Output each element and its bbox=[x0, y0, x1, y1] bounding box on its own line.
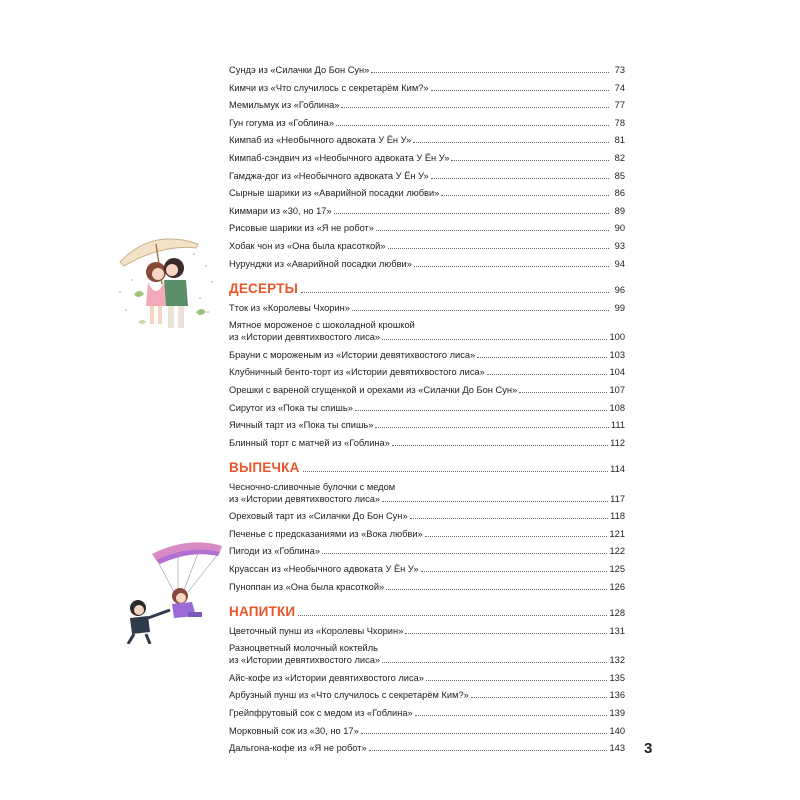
dot-leader bbox=[352, 310, 609, 311]
dot-leader bbox=[414, 266, 609, 267]
dot-leader bbox=[405, 633, 607, 634]
page-number: 3 bbox=[644, 740, 653, 757]
dot-leader bbox=[382, 662, 607, 663]
toc-entry-label: Яичный тарт из «Пока ты спишь» bbox=[229, 420, 374, 431]
toc-entry bbox=[229, 672, 625, 684]
dot-leader bbox=[388, 248, 609, 249]
toc-entry bbox=[229, 402, 625, 414]
toc-entry-label-line1: Чесночно-сливочные булочки с медом bbox=[229, 481, 396, 492]
dot-leader bbox=[415, 715, 608, 716]
toc-entry-page: 81 bbox=[614, 135, 625, 146]
toc-entry-label: Айс-кофе из «Истории девятихвостого лиса» bbox=[229, 672, 424, 683]
dot-leader bbox=[298, 615, 607, 616]
toc-entry bbox=[229, 170, 625, 182]
dot-leader bbox=[426, 680, 608, 681]
toc-entry bbox=[229, 545, 625, 557]
toc-entry-label: Блинный торт с матчей из «Гоблина» bbox=[229, 437, 390, 448]
toc-intro-list bbox=[229, 64, 625, 270]
toc-entry-page: 143 bbox=[609, 743, 625, 754]
toc-entry bbox=[229, 642, 625, 666]
toc-entry-label: Нурунджи из «Аварийной посадки любви» bbox=[229, 258, 412, 269]
toc-entry bbox=[229, 64, 625, 76]
dot-leader bbox=[410, 518, 609, 519]
dot-leader bbox=[421, 571, 608, 572]
dot-leader bbox=[336, 125, 609, 126]
dot-leader bbox=[425, 536, 608, 537]
toc-entry bbox=[229, 205, 625, 217]
toc-sections bbox=[229, 281, 625, 755]
toc-entry-page: 117 bbox=[610, 493, 625, 504]
toc-entry-page: 100 bbox=[609, 332, 625, 343]
dot-leader bbox=[471, 697, 608, 698]
toc-entry-label: Грейпфрутовый сок с медом из «Гоблина» bbox=[229, 708, 413, 719]
toc-entry-page: 126 bbox=[609, 581, 625, 592]
section-page: 96 bbox=[614, 284, 625, 295]
toc-entry bbox=[229, 563, 625, 575]
toc-entry-label: из «Истории девятихвостого лиса» bbox=[229, 655, 381, 666]
dot-leader bbox=[371, 72, 609, 73]
dot-leader bbox=[382, 501, 608, 502]
toc-entry bbox=[229, 510, 625, 522]
toc-entry bbox=[229, 725, 625, 737]
toc-entry-page: 135 bbox=[609, 672, 625, 683]
section-title: НАПИТКИ bbox=[229, 603, 296, 619]
dot-leader bbox=[519, 392, 607, 393]
toc-entry bbox=[229, 742, 625, 754]
toc-entry-page: 93 bbox=[614, 240, 625, 251]
section-title: ВЫПЕЧКА bbox=[229, 459, 300, 475]
toc-entry-label-line1: Мятное мороженое с шоколадной крошкой bbox=[229, 320, 415, 331]
toc-entry-page: 94 bbox=[614, 258, 625, 269]
toc-entry-label: Гамджа-дог из «Необычного адвоката У Ён У» bbox=[229, 170, 429, 181]
toc-entry bbox=[229, 302, 625, 314]
toc-entry bbox=[229, 366, 625, 378]
toc-entry bbox=[229, 117, 625, 129]
dot-leader bbox=[376, 230, 609, 231]
toc-entry-page: 74 bbox=[614, 82, 625, 93]
section-heading bbox=[229, 604, 625, 619]
toc-entry-page: 112 bbox=[610, 437, 625, 448]
toc-entry-page: 99 bbox=[614, 302, 625, 313]
toc-entry-label: Мемильмук из «Гоблина» bbox=[229, 100, 340, 111]
section-heading bbox=[229, 460, 625, 475]
couple-paraglider-illustration bbox=[108, 532, 226, 644]
toc-entry bbox=[229, 152, 625, 164]
toc-entry bbox=[229, 319, 625, 343]
toc-entry bbox=[229, 349, 625, 361]
dot-leader bbox=[441, 195, 609, 196]
toc-entry-label: Сирутог из «Пока ты спишь» bbox=[229, 402, 353, 413]
toc-entry-page: 139 bbox=[609, 708, 625, 719]
toc-entry-page: 90 bbox=[614, 223, 625, 234]
toc-entry bbox=[229, 384, 625, 396]
toc-entry bbox=[229, 82, 625, 94]
toc-entry bbox=[229, 99, 625, 111]
toc-entry bbox=[229, 689, 625, 701]
toc-entry-label: из «Истории девятихвостого лиса» bbox=[229, 493, 381, 504]
dot-leader bbox=[303, 471, 609, 472]
toc-entry-label: Хобак чон из «Она была красоткой» bbox=[229, 240, 386, 251]
toc-entry-page: 73 bbox=[614, 65, 625, 75]
dot-leader bbox=[355, 410, 608, 411]
section-page: 128 bbox=[609, 607, 625, 618]
toc-entry-label: Ореховый тарт из «Силачки До Бон Сун» bbox=[229, 511, 408, 522]
dot-leader bbox=[334, 213, 609, 214]
toc-entry-page: 78 bbox=[614, 117, 625, 128]
toc-entry-label: Морковный сок из «30, но 17» bbox=[229, 725, 359, 736]
section-page: 114 bbox=[610, 463, 625, 474]
dot-leader bbox=[431, 178, 609, 179]
dot-leader bbox=[386, 589, 607, 590]
dot-leader bbox=[431, 90, 609, 91]
dot-leader bbox=[451, 160, 609, 161]
toc-entry bbox=[229, 258, 625, 270]
toc-entry-page: 132 bbox=[609, 655, 625, 666]
toc-entry-label: Киммари из «30, но 17» bbox=[229, 205, 332, 216]
toc-entry-label: Сырные шарики из «Аварийной посадки любви» bbox=[229, 188, 440, 199]
dot-leader bbox=[369, 750, 608, 751]
toc-entry-page: 140 bbox=[609, 725, 625, 736]
dot-leader bbox=[361, 733, 608, 734]
toc-entry-page: 107 bbox=[609, 384, 625, 395]
toc-entry-page: 103 bbox=[609, 349, 625, 360]
couple-umbrella-illustration bbox=[112, 222, 220, 334]
toc-entry-page: 77 bbox=[614, 100, 625, 111]
toc-entry bbox=[229, 437, 625, 449]
toc-entry-page: 122 bbox=[609, 546, 625, 557]
toc-entry bbox=[229, 187, 625, 199]
toc-entry bbox=[229, 240, 625, 252]
toc-entry-label: Орешки с вареной сгущенкой и орехами из «Силачки До Бон Сун» bbox=[229, 384, 518, 395]
section-title: ДЕСЕРТЫ bbox=[229, 280, 299, 296]
toc-entry-label: Рисовые шарики из «Я не робот» bbox=[229, 223, 374, 234]
toc-entry bbox=[229, 581, 625, 593]
toc-entry-label: Гун гогума из «Гоблина» bbox=[229, 117, 335, 128]
dot-leader bbox=[487, 374, 608, 375]
toc-entry bbox=[229, 625, 625, 637]
toc-entry-label-line1: Разноцветный молочный коктейль bbox=[229, 643, 378, 654]
toc-entry bbox=[229, 419, 625, 431]
dot-leader bbox=[301, 292, 609, 293]
toc-entry-label: Брауни с мороженым из «Истории девятихвостого лиса» bbox=[229, 349, 476, 360]
toc-entry-label: Круассан из «Необычного адвоката У Ён У» bbox=[229, 564, 419, 575]
section-heading bbox=[229, 281, 625, 296]
toc-entry-page: 89 bbox=[614, 205, 625, 216]
dot-leader bbox=[322, 553, 607, 554]
toc-entry bbox=[229, 134, 625, 146]
toc-entry-label: Кимпаб из «Необычного адвоката У Ён У» bbox=[229, 135, 412, 146]
dot-leader bbox=[375, 427, 608, 428]
toc-entry-page: 86 bbox=[614, 188, 625, 199]
toc-entry bbox=[229, 707, 625, 719]
toc-entry-label: Кимпаб-сэндвич из «Необычного адвоката У Ён У» bbox=[229, 152, 450, 163]
dot-leader bbox=[382, 339, 607, 340]
toc-entry-label: Дальгона-кофе из «Я не робот» bbox=[229, 743, 367, 754]
toc-entry-page: 136 bbox=[609, 690, 625, 701]
toc-entry-label: Клубничный бенто-торт из «Истории девятихвостого лиса» bbox=[229, 367, 485, 378]
toc-entry bbox=[229, 481, 625, 505]
toc-entry bbox=[229, 222, 625, 234]
toc-entry-label: Арбузный пунш из «Что случилось с секретарём Ким?» bbox=[229, 690, 469, 701]
toc-entry-label: Пунoппан из «Она была красоткой» bbox=[229, 581, 385, 592]
toc-entry bbox=[229, 528, 625, 540]
toc-entry-page: 131 bbox=[609, 625, 625, 636]
table-of-contents bbox=[229, 64, 625, 760]
toc-entry-label: Цветочный пунш из «Королевы Чхорин» bbox=[229, 625, 404, 636]
toc-entry-page: 104 bbox=[609, 367, 625, 378]
toc-entry-page: 108 bbox=[609, 402, 625, 413]
dot-leader bbox=[477, 357, 607, 358]
toc-entry-page: 121 bbox=[609, 528, 625, 539]
toc-entry-label: Сундэ из «Силачки До Бон Сун» bbox=[229, 65, 370, 75]
dot-leader bbox=[392, 445, 608, 446]
toc-entry-label: Пигоди из «Гоблина» bbox=[229, 546, 321, 557]
toc-entry-label: из «Истории девятихвостого лиса» bbox=[229, 332, 381, 343]
toc-entry-label: Кимчи из «Что случилось с секретарём Ким?» bbox=[229, 82, 429, 93]
toc-entry-page: 111 bbox=[610, 420, 625, 431]
toc-entry-page: 118 bbox=[610, 511, 625, 522]
toc-entry-page: 125 bbox=[609, 564, 625, 575]
dot-leader bbox=[341, 107, 609, 108]
toc-entry-label: Печенье с предсказаниями из «Вока любви» bbox=[229, 528, 423, 539]
toc-entry-page: 85 bbox=[614, 170, 625, 181]
toc-entry-page: 82 bbox=[614, 152, 625, 163]
toc-entry-label: Тток из «Королевы Чхорин» bbox=[229, 302, 350, 313]
dot-leader bbox=[413, 142, 609, 143]
